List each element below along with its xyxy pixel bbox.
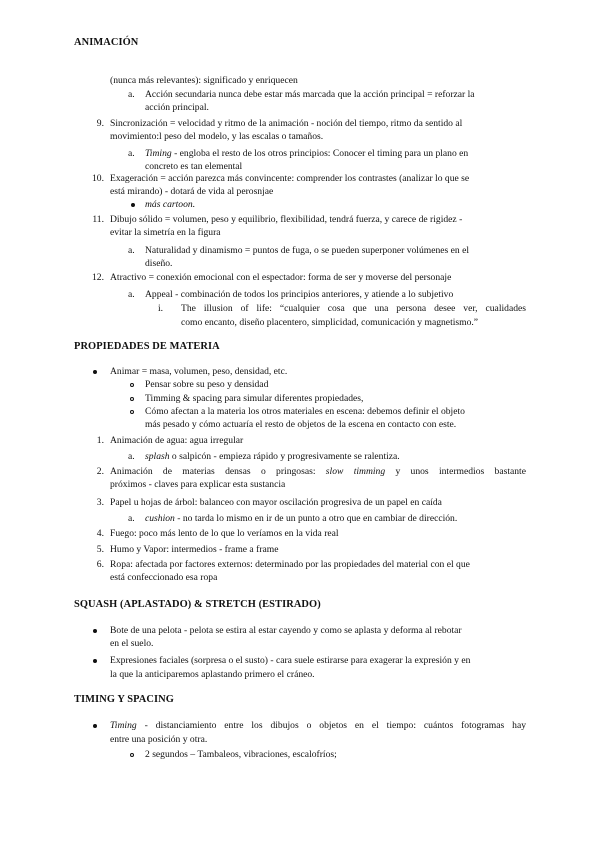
bullet-icon	[93, 659, 97, 663]
list-item-text: Bote de una pelota - pelota se estira al estar cayendo y como se aplasta y deforma al rebotar	[110, 625, 462, 636]
list-item-text: Animación de agua: agua irregular	[110, 435, 244, 446]
list-item-text: entre una posición y otra.	[110, 734, 208, 745]
heading-squash: SQUASH (APLASTADO) & STRETCH (ESTIRADO)	[74, 599, 321, 610]
list-item-text: Humo y Vapor: intermedios - frame a frame	[110, 544, 279, 555]
list-item-text: Timing - distanciamiento entre los dibujos o objetos en el tiempo: cuántos fotogramas hay	[110, 720, 526, 731]
list-item-text: Exageración = acción parezca más convincente: comprender los contrastes (analizar lo que se	[110, 173, 470, 184]
list-item-text: Atractivo = conexión emocional con el espectador: forma de ser y moverse del personaje	[110, 272, 452, 283]
list-number: 9.	[96, 118, 104, 129]
list-marker: a.	[128, 513, 135, 524]
list-item-text: Papel u hojas de árbol: balanceo con mayor oscilación progresiva de un papel en caída	[110, 497, 442, 508]
list-item-text: movimiento:l peso del modelo, y las escalas o tamaños.	[110, 131, 324, 142]
list-item-text: concreto es tan elemental	[145, 161, 243, 172]
list-item-text: Acción secundaria nunca debe estar más marcada que la acción principal = reforzar la	[145, 89, 475, 100]
list-number: 5.	[96, 544, 104, 555]
list-item-text: Naturalidad y dinamismo = puntos de fuga, o se pueden superponer volúmenes en el	[145, 245, 470, 256]
list-item-text: más pesado y cómo actuaría el resto de objetos de la escena en contacto con este.	[145, 419, 457, 430]
list-number: 11.	[92, 214, 104, 225]
list-number: 4.	[96, 528, 104, 539]
list-item-text: Sincronización = velocidad y ritmo de la animación - noción del tiempo, ritmo da sentido al	[110, 118, 463, 129]
list-number: 2.	[96, 466, 104, 477]
list-item-text: más cartoon.	[145, 199, 196, 210]
list-item-text: Appeal - combinación de todos los principios anteriores, y atiende a lo subjetivo	[145, 289, 454, 300]
list-item-text: evitar la simetría en la figura	[110, 227, 221, 238]
circle-bullet-icon	[130, 410, 134, 414]
list-item-text: Cómo afectan a la materia los otros materiales en escena: debemos definir el objeto	[145, 406, 465, 417]
list-item-text: splash o salpicón - empieza rápido y progresivamente se ralentiza.	[145, 451, 400, 462]
list-number: 12.	[92, 272, 104, 283]
list-item-text: próximos - claves para explicar esta sustancia	[110, 479, 286, 490]
list-item-text: Ropa: afectada por factores externos: determinado por las propiedades del material con el que	[110, 559, 470, 570]
list-item-text: The illusion of life: “cualquier cosa que una persona desee ver, cualidades	[181, 303, 526, 314]
list-marker: a.	[128, 148, 135, 159]
list-item-text: acción principal.	[145, 102, 209, 113]
list-item-text: en el suelo.	[110, 638, 154, 649]
list-marker: a.	[128, 89, 135, 100]
list-item-text: Timming & spacing para simular diferentes propiedades,	[145, 393, 364, 404]
list-item-text: 2 segundos – Tambaleos, vibraciones, escalofríos;	[145, 749, 337, 760]
bullet-icon	[131, 203, 135, 207]
list-item-text: Fuego: poco más lento de lo que lo veríamos en la vida real	[110, 528, 339, 539]
heading-propiedades: PROPIEDADES DE MATERIA	[74, 341, 220, 352]
list-item-text: como encanto, diseño placentero, simplicidad, comunicación y magnetismo.”	[181, 317, 479, 328]
circle-bullet-icon	[130, 397, 134, 401]
list-marker: a.	[128, 289, 135, 300]
bullet-icon	[93, 629, 97, 633]
list-item-text: Animación de materias densas o pringosas: slow timming y unos intermedios bastante	[110, 466, 526, 477]
list-number: 6.	[96, 559, 104, 570]
list-marker: a.	[128, 245, 135, 256]
circle-bullet-icon	[130, 753, 134, 757]
continuation-line: (nunca más relevantes): significado y enriquecen	[110, 75, 298, 86]
list-item-text: la que la anticiparemos aplastando primero el cráneo.	[110, 669, 315, 680]
list-item-text: Animar = masa, volumen, peso, densidad, etc.	[110, 366, 288, 377]
list-item-text: Dibujo sólido = volumen, peso y equilibrio, flexibilidad, tendrá fuerza, y carece de rigidez -	[110, 214, 463, 225]
list-item-text: Pensar sobre su peso y densidad	[145, 379, 269, 390]
list-item-text: Expresiones faciales (sorpresa o el susto) - cara suele estirarse para exagerar la expresión y en	[110, 655, 471, 666]
list-item-text: diseño.	[145, 258, 173, 269]
list-item-text: está mirando) - dotará de vida al perosnjae	[110, 186, 274, 197]
list-number: 10.	[92, 173, 104, 184]
circle-bullet-icon	[130, 383, 134, 387]
list-item-text: cushion - no tarda lo mismo en ir de un punto a otro que en cambiar de dirección.	[145, 513, 458, 524]
bullet-icon	[93, 370, 97, 374]
bullet-icon	[93, 724, 97, 728]
list-number: 1.	[96, 435, 104, 446]
heading-animacion: ANIMACIÓN	[74, 37, 139, 48]
list-item-text: está confeccionado esa ropa	[110, 572, 218, 583]
list-marker: i.	[158, 303, 164, 314]
list-number: 3.	[96, 497, 104, 508]
heading-timing: TIMING Y SPACING	[74, 694, 174, 705]
list-item-text: Timing - engloba el resto de los otros principios: Conocer el timing para un plano en	[145, 148, 469, 159]
list-marker: a.	[128, 451, 135, 462]
